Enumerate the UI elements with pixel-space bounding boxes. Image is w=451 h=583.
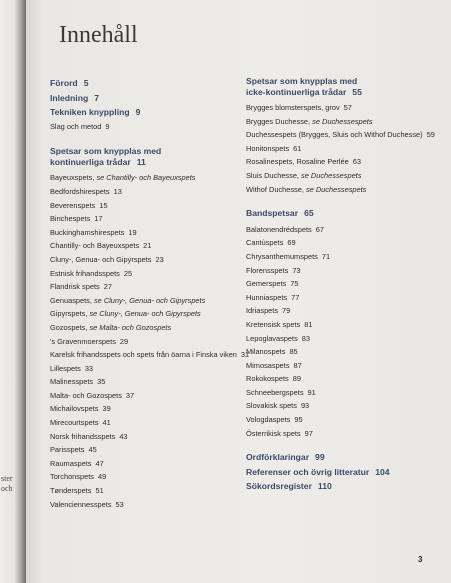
toc-entry-page: 91	[307, 387, 316, 397]
toc-entry	[246, 399, 446, 413]
toc-entry-label: Balatonendrédspets	[246, 224, 312, 234]
toc-entry	[50, 171, 240, 185]
toc-entry-page: 87	[293, 360, 302, 370]
toc-entry	[246, 450, 446, 465]
toc-entry	[50, 457, 240, 471]
toc-entry-label: Inledning	[50, 92, 89, 103]
toc-entry-label: Genuaspets,	[50, 295, 94, 305]
toc-entry	[246, 155, 446, 169]
toc-entry-page: 49	[97, 472, 107, 482]
toc-entry-label: Chantilly- och Bayeuxspets	[50, 241, 140, 251]
toc-entry-page: 29	[119, 336, 129, 346]
toc-entry-page: 15	[99, 200, 108, 210]
toc-entry-label: Valenciennesspets	[50, 499, 112, 509]
toc-entry-page: 63	[352, 157, 361, 167]
toc-entry-page: 5	[83, 78, 89, 88]
toc-section-heading: Spetsar som knypplas med icke-kontinuerliga trådar 55	[246, 76, 362, 97]
toc-entry-label: Cluny-, Genua- och Gipyrspets	[50, 254, 152, 264]
toc-entry-label: Ordförklaringar	[246, 452, 310, 463]
toc-entry-label: Norsk frihandsspets	[50, 431, 116, 441]
toc-entry-see: se Cluny-, Genua- och Gipyrspets	[89, 309, 201, 319]
toc-entry-label: Flandrisk spets	[50, 282, 100, 292]
toc-entry-label: Referenser och övrig litteratur	[246, 466, 370, 477]
toc-entry	[246, 291, 446, 305]
toc-entry	[246, 318, 446, 332]
toc-entry-page: 13	[113, 186, 122, 196]
toc-left-column	[50, 76, 250, 511]
toc-entry-label: Binchespets	[50, 214, 91, 224]
toc-entry	[50, 239, 240, 253]
toc-entry-see: se Duchessespets	[301, 170, 362, 180]
toc-entry	[50, 498, 240, 512]
toc-entry-page: 39	[102, 404, 111, 414]
toc-entry-page: 110	[317, 481, 332, 492]
toc-entry-label: Mirecourtspets	[50, 418, 99, 428]
toc-entry	[50, 280, 240, 294]
toc-entry-page: 73	[292, 265, 301, 275]
toc-entry-page: 45	[88, 445, 97, 455]
toc-entry	[50, 335, 240, 349]
toc-entry-label: Cantùspets	[246, 238, 284, 248]
toc-entry	[246, 345, 446, 359]
toc-entry	[50, 402, 240, 416]
toc-entry-label: Brygges Duchesse,	[246, 116, 313, 126]
toc-entry-page: 35	[97, 377, 106, 387]
toc-entry	[50, 416, 240, 430]
toc-entry-label: Michailovspets	[50, 404, 99, 414]
toc-entry-label: Gipyrspets,	[50, 309, 90, 319]
toc-entry-label: Rokokospets	[246, 374, 289, 384]
page-title: Innehåll	[59, 22, 138, 48]
toc-entry	[50, 430, 240, 444]
toc-entry-page: 61	[293, 143, 302, 153]
toc-entry	[50, 226, 240, 240]
toc-entry	[246, 277, 446, 291]
toc-entry-see: se Duchessespets	[312, 116, 373, 126]
toc-entry	[50, 91, 240, 106]
toc-entry	[246, 250, 446, 264]
toc-entry-label: Idriaspets	[246, 306, 279, 316]
toc-entry	[246, 169, 446, 183]
toc-entry	[50, 307, 240, 321]
toc-entry	[50, 185, 240, 199]
toc-entry-label: Kretensisk spets	[246, 319, 301, 329]
toc-entry-label: Milanospets	[246, 347, 286, 357]
toc-entry	[50, 470, 240, 484]
toc-entry	[50, 253, 240, 267]
toc-entry-page: 31	[240, 350, 250, 360]
toc-entry-label: Sökordsregister	[246, 481, 312, 492]
toc-entry-page: 67	[315, 224, 324, 234]
toc-entry-page: 69	[287, 238, 296, 248]
toc-entry	[50, 212, 240, 226]
spine-text-1: ster	[1, 474, 13, 483]
toc-section-heading: Bandspetsar 65	[246, 208, 314, 219]
book-spine	[0, 0, 26, 583]
toc-entry-label: Karelsk frihandsspets och spets från öarna i Finska viken	[50, 350, 237, 360]
toc-entry	[246, 128, 446, 142]
toc-entry	[50, 321, 240, 335]
toc-entry-page: 97	[304, 428, 313, 438]
toc-entry-page: 59	[426, 130, 435, 140]
toc-entry	[50, 362, 240, 376]
toc-entry-label: Bedfordshirespets	[50, 186, 110, 196]
toc-entry-page: 77	[291, 292, 300, 302]
toc-entry-page: 83	[301, 333, 311, 343]
toc-entry-label: Buckinghamshirespets	[50, 227, 125, 237]
book-page	[26, 0, 451, 583]
toc-entry-page: 71	[321, 251, 331, 261]
toc-entry	[246, 465, 446, 480]
toc-entry-label: Bayeuxspets,	[50, 173, 97, 183]
toc-entry-label: Florensspets	[246, 265, 289, 275]
toc-entry-page: 17	[94, 214, 103, 224]
toc-entry	[246, 101, 446, 115]
toc-entry-see: se Chantilly- och Bayeuxspets	[96, 173, 196, 183]
toc-entry	[50, 389, 240, 403]
toc-entry-label: Lillespets	[50, 363, 81, 373]
toc-entry-page: 81	[304, 319, 313, 329]
toc-entry-label: Hunniaspets	[246, 292, 288, 302]
toc-entry	[50, 294, 240, 308]
toc-entry	[246, 413, 446, 427]
toc-entry-page: 19	[128, 227, 137, 237]
toc-entry-page: 99	[315, 452, 325, 463]
toc-entry	[246, 223, 446, 237]
toc-entry-label: Withof Duchesse,	[246, 184, 306, 194]
toc-entry-page: 41	[102, 418, 111, 428]
toc-entry-label: Vologdaspets	[246, 415, 291, 425]
toc-entry-page: 25	[123, 268, 133, 278]
toc-entry	[246, 183, 446, 197]
toc-entry-page: 57	[343, 103, 352, 112]
toc-entry-see: se Cluny-, Genua- och Gipyrspets	[93, 295, 206, 305]
toc-entry-page: 104	[375, 466, 390, 477]
toc-entry	[50, 199, 240, 213]
toc-entry-label: Gemerspets	[246, 279, 287, 289]
toc-entry-label: 's Gravenmoerspets	[50, 336, 116, 346]
toc-entry-page: 37	[125, 390, 135, 400]
toc-entry-label: Estnisk frihandsspets	[50, 268, 120, 278]
toc-entry-see: se Duchessespets	[305, 184, 367, 194]
toc-entry-page: 85	[289, 347, 298, 357]
toc-entry	[246, 386, 446, 400]
toc-entry-page: 53	[115, 499, 124, 509]
toc-entry-label: Förord	[50, 78, 78, 88]
toc-entry	[246, 359, 446, 373]
toc-entry-label: Slovakisk spets	[246, 401, 297, 411]
toc-entry-label: Torchonspets	[50, 472, 94, 482]
toc-entry-page: 51	[95, 486, 104, 496]
toc-entry-page: 95	[294, 415, 303, 425]
toc-entry	[50, 375, 240, 389]
toc-entry-label: Raumaspets	[50, 458, 92, 468]
toc-entry-label: Brygges blomsterspets, grov	[246, 103, 340, 112]
toc-entry	[246, 479, 446, 494]
toc-entry	[50, 267, 240, 281]
spine-text-2: och	[1, 484, 13, 493]
toc-entry-page: 33	[84, 363, 94, 373]
toc-entry-label: Sluis Duchesse,	[246, 170, 302, 180]
toc-entry-label: Malta- och Gozospets	[50, 390, 122, 400]
toc-entry-label: Beverenspets	[50, 200, 96, 210]
toc-entry-page: 9	[135, 107, 141, 118]
toc-entry-label: Mimosaspets	[246, 360, 290, 370]
toc-entry-label: Tønderspets	[50, 486, 92, 496]
toc-entry-page: 27	[103, 282, 112, 292]
toc-entry	[246, 304, 446, 318]
toc-entry	[50, 484, 240, 498]
toc-entry-page: 47	[95, 458, 104, 468]
toc-entry	[246, 264, 446, 278]
toc-right-column	[246, 76, 446, 494]
toc-entry-label: Chrysanthemumspets	[246, 251, 318, 261]
toc-entry	[50, 105, 240, 120]
toc-entry	[246, 115, 446, 129]
toc-entry-label: Tekniken knyppling	[50, 107, 130, 118]
toc-entry	[246, 427, 446, 441]
toc-entry-see: se Malta- och Gozospets	[89, 322, 172, 332]
toc-entry-page: 21	[143, 241, 152, 251]
toc-entry	[50, 348, 250, 362]
toc-entry	[246, 372, 446, 386]
toc-entry-label: Gozospets,	[50, 322, 90, 332]
toc-entry-label: Rosalinespets, Rosaline Perlée	[246, 157, 349, 167]
toc-entry-label: Malinesspets	[50, 377, 94, 387]
toc-entry-label: Österrikisk spets	[246, 428, 301, 438]
toc-entry	[50, 443, 240, 457]
toc-entry	[50, 76, 240, 91]
toc-section-heading: Spetsar som knypplas med kontinuerliga trådar 11	[50, 146, 162, 167]
toc-entry	[246, 142, 446, 156]
toc-entry-label: Honitonspets	[246, 143, 290, 153]
toc-entry-label: Lepoglavaspets	[246, 333, 298, 343]
toc-entry-page: 23	[155, 254, 164, 264]
toc-sub-entry: Slag och metod 9	[50, 121, 110, 131]
toc-entry-page: 89	[292, 374, 301, 384]
toc-entry-page: 79	[282, 306, 291, 316]
page-number: 3	[418, 555, 423, 564]
toc-entry-label: Duchessespets (Brygges, Sluis och Withof Duchesse)	[246, 130, 423, 140]
toc-entry-page: 43	[119, 431, 128, 441]
toc-entry-page: 75	[290, 279, 299, 289]
toc-entry-page: 93	[300, 401, 310, 411]
toc-entry-label: Schneebergspets	[246, 387, 304, 397]
toc-entry	[246, 332, 446, 346]
toc-entry-page: 7	[94, 92, 99, 103]
toc-entry-label: Parisspets	[50, 445, 85, 455]
toc-entry	[246, 236, 446, 250]
